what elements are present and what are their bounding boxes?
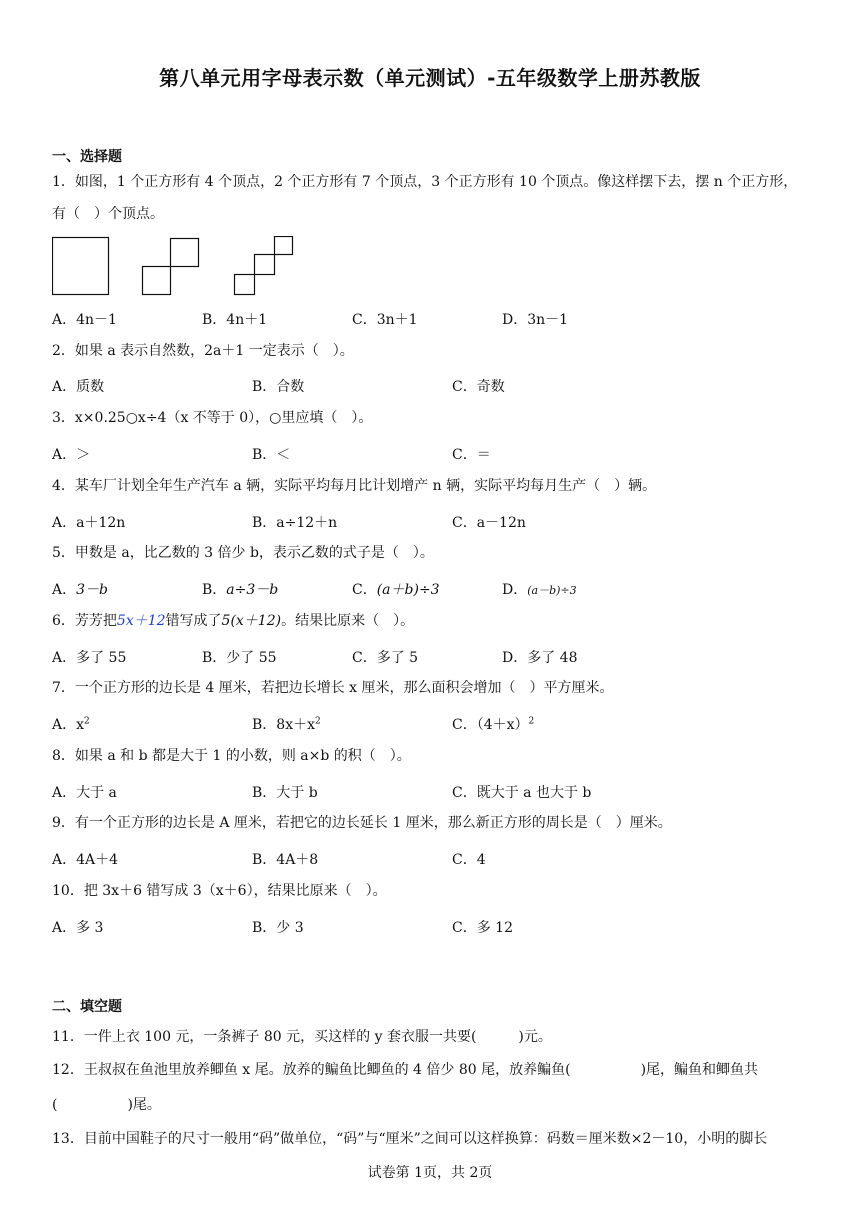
square-figures (52, 236, 312, 298)
option-label: B． (202, 582, 227, 598)
formula: 3－b (76, 582, 108, 598)
formula-mistaken: 5(x＋12) (221, 613, 282, 629)
option-b[interactable]: B．少了 55 (202, 650, 277, 666)
superscript: 2 (84, 716, 90, 727)
option-a[interactable]: A．4n－1 (52, 312, 117, 328)
square-pattern-diagram (52, 236, 312, 298)
option-b[interactable]: B．少 3 (252, 920, 304, 936)
option-c[interactable]: C．4 (452, 852, 486, 868)
option-text: C．（4＋x） (452, 717, 529, 733)
formula: (a＋b)÷3 (376, 582, 440, 598)
option-a[interactable] (52, 714, 90, 734)
option-label: A． (52, 582, 77, 598)
option-a[interactable]: A．多 3 (52, 920, 104, 936)
question-6-suffix: 。结果比原来（ ）。 (281, 613, 415, 629)
option-a[interactable]: A．＞ (52, 447, 91, 463)
question-6-prefix: 6．芳芳把 (52, 613, 117, 629)
formula: (a－b)÷3 (527, 584, 577, 597)
option-b[interactable] (202, 579, 278, 599)
option-c[interactable]: C．a－12n (452, 515, 526, 531)
question-3: 3．x×0.25○x÷4（x 不等于 0），○里应填（ ）。 (52, 410, 373, 426)
section-heading-choice: 一、选择题 (52, 149, 122, 165)
question-11: 11．一件上衣 100 元，一条裤子 80 元，买这样的 y 套衣服一共要( )元。 (52, 1029, 552, 1045)
question-5: 5．甲数是 a，比乙数的 3 倍少 b，表示乙数的式子是（ ）。 (52, 545, 434, 561)
option-c[interactable] (452, 714, 534, 734)
option-c[interactable]: C．既大于 a 也大于 b (452, 785, 592, 801)
formula: a÷3－b (226, 582, 279, 598)
option-c[interactable]: C．多了 5 (352, 650, 419, 666)
superscript: 2 (315, 716, 321, 727)
option-c[interactable] (352, 579, 440, 599)
question-1-line-2: 有（ ）个顶点。 (52, 206, 164, 222)
option-label: C． (352, 582, 377, 598)
question-12-line-2: ( )尾。 (52, 1097, 161, 1113)
question-1-line-1: 1．如图，1 个正方形有 4 个顶点，2 个正方形有 7 个顶点，3 个正方形有 10 个顶点。像这样摆下去，摆 n 个正方形， (52, 174, 798, 190)
option-a[interactable]: A．质数 (52, 379, 105, 395)
option-b[interactable]: B．a÷12＋n (252, 515, 338, 531)
option-b[interactable]: B．＜ (252, 447, 291, 463)
figure-three-square-c (275, 237, 293, 255)
option-c[interactable]: C．多 12 (452, 920, 513, 936)
question-9: 9．有一个正方形的边长是 A 厘米，若把它的边长延长 1 厘米，那么新正方形的周长是（ ）厘米。 (52, 815, 672, 831)
option-b[interactable]: B．4A＋8 (252, 852, 319, 868)
option-label: D． (502, 582, 528, 598)
option-c[interactable]: C．3n＋1 (352, 312, 418, 328)
option-d[interactable]: D．多了 48 (502, 650, 578, 666)
question-12-line-1: 12．王叔叔在鱼池里放养鲫鱼 x 尾。放养的鳊鱼比鲫鱼的 4 倍少 80 尾，放养鳊鱼( )尾，鳊鱼和鲫鱼共 (52, 1062, 759, 1078)
page-title: 第八单元用字母表示数（单元测试）-五年级数学上册苏教版 (159, 66, 701, 90)
question-2: 2．如果 a 表示自然数，2a＋1 一定表示（ ）。 (52, 343, 354, 359)
page-footer: 试卷第 1页，共 2页 (367, 1165, 493, 1181)
superscript: 2 (528, 716, 535, 727)
option-a[interactable]: A．a＋12n (52, 515, 126, 531)
figure-two-square-b (171, 239, 199, 267)
option-text: B．8x＋x (252, 717, 315, 733)
question-10: 10．把 3x＋6 错写成 3（x＋6），结果比原来（ ）。 (52, 883, 387, 899)
question-7: 7．一个正方形的边长是 4 厘米，若把边长增长 x 厘米，那么面积会增加（ ）平方厘米。 (52, 680, 614, 696)
section-heading-fill: 二、填空题 (52, 999, 122, 1015)
option-a[interactable] (52, 579, 108, 599)
question-6 (52, 605, 812, 638)
figure-three-square-a (235, 275, 255, 295)
question-6-middle: 错写成了 (165, 613, 222, 629)
question-8: 8．如果 a 和 b 都是大于 1 的小数，则 a×b 的积（ ）。 (52, 748, 411, 764)
figure-two-square-a (143, 267, 171, 295)
option-c[interactable]: C．＝ (452, 447, 491, 463)
formula-original: 5x＋12 (116, 613, 166, 629)
option-d[interactable] (502, 579, 577, 599)
option-b[interactable]: B．大于 b (252, 785, 318, 801)
option-a[interactable]: A．4A＋4 (52, 852, 119, 868)
option-d[interactable]: D．3n－1 (502, 312, 569, 328)
option-c[interactable]: C．奇数 (452, 379, 505, 395)
figure-three-square-b (255, 255, 275, 275)
question-4: 4．某车厂计划全年生产汽车 a 辆，实际平均每月比计划增产 n 辆，实际平均每月生产（ ）辆。 (52, 478, 657, 494)
question-13: 13．目前中国鞋子的尺寸一般用“码”做单位，“码”与“厘米”之间可以这样换算：码数＝厘米数×2－10，小明的脚长 (52, 1131, 768, 1147)
option-a[interactable]: A．多了 55 (52, 650, 127, 666)
option-b[interactable]: B．合数 (252, 379, 305, 395)
option-text: A．x (52, 717, 85, 733)
option-a[interactable]: A．大于 a (52, 785, 117, 801)
figure-one-square (53, 238, 109, 295)
option-b[interactable] (252, 714, 321, 734)
option-b[interactable]: B．4n＋1 (202, 312, 268, 328)
